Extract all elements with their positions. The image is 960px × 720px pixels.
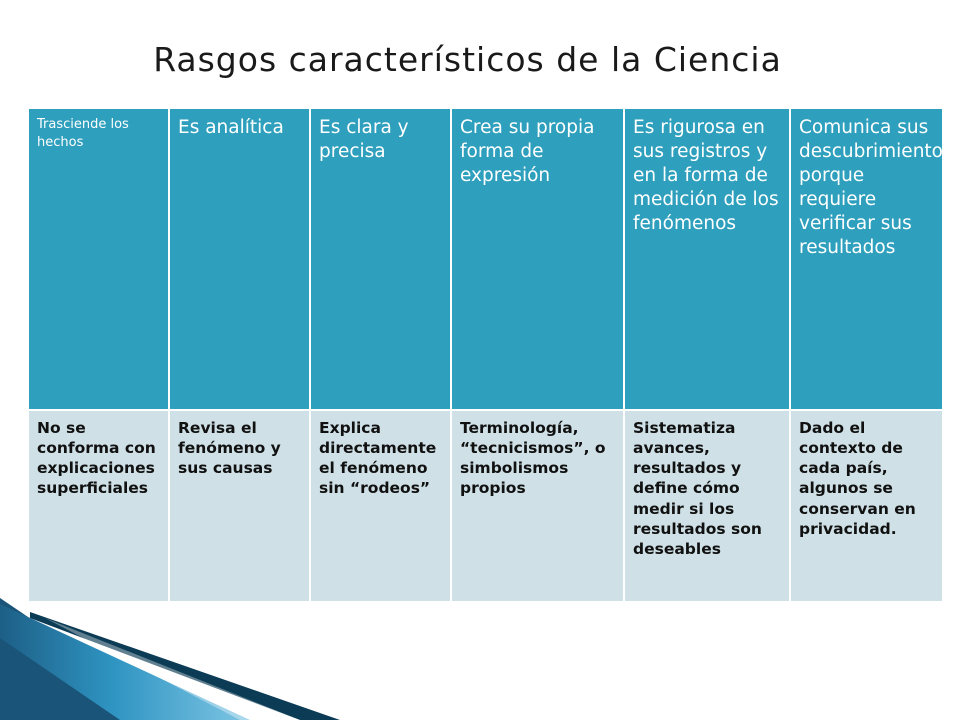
header-row — [28, 108, 943, 410]
slide-title — [0, 40, 960, 79]
header-cell-clear: Es clara y precisa — [310, 108, 451, 410]
slide-title-text: Rasgos característicos de la Ciencia — [153, 40, 782, 79]
header-cell-analytic: Es analítica — [169, 108, 310, 410]
detail-cell-expression: Terminología, “tecnicismos”, o simbolismos propios — [451, 410, 624, 602]
detail-row — [28, 410, 943, 602]
detail-cell-communicates: Dado el contexto de cada país, algunos se conservan en privacidad. — [790, 410, 943, 602]
detail-cell-transcends: No se conforma con explicaciones superficiales — [28, 410, 169, 602]
traits-table — [27, 107, 953, 603]
detail-cell-clear: Explica directamente el fenómeno sin “rodeos” — [310, 410, 451, 602]
header-cell-transcends: Trasciende los hechos — [28, 108, 169, 410]
detail-cell-analytic: Revisa el fenómeno y sus causas — [169, 410, 310, 602]
header-cell-rigorous: Es rigurosa en sus registros y en la forma de medición de los fenómenos — [624, 108, 790, 410]
detail-cell-rigorous: Sistematiza avances, resultados y define cómo medir si los resultados son deseables — [624, 410, 790, 602]
decorative-swoosh — [0, 598, 960, 720]
header-cell-communicates: Comunica sus descubrimientos porque requiere verificar sus resultados — [790, 108, 943, 410]
header-cell-expression: Crea su propia forma de expresión — [451, 108, 624, 410]
